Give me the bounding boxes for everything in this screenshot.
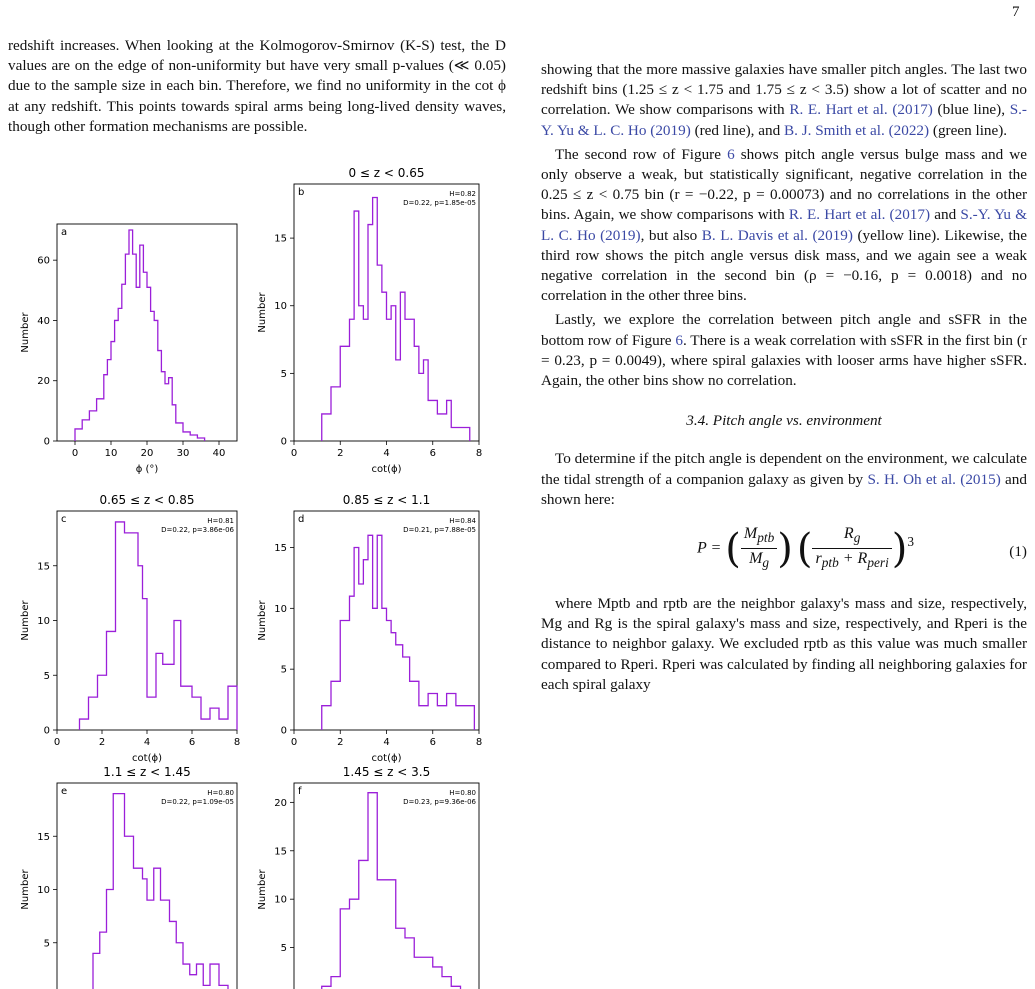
x-tick-label: 8 [233, 737, 241, 748]
x-axis-label: cot(ϕ) [371, 464, 402, 475]
y-tick-label: 0 [43, 436, 50, 448]
histogram-f [322, 793, 461, 989]
panel-letter: c [61, 514, 67, 525]
y-tick-label: 5 [280, 943, 287, 955]
x-tick-label: 10 [104, 448, 118, 459]
page-number: 7 [1012, 4, 1020, 20]
y-tick-label: 15 [274, 233, 287, 245]
x-tick-label: 4 [143, 737, 151, 748]
y-tick-label: 5 [280, 664, 287, 676]
y-tick-label: 10 [274, 301, 287, 313]
x-tick-label: 6 [429, 448, 436, 459]
y-axis-label: Number [20, 312, 31, 353]
paragraph-5: where Mptb and rptb are the neighbor galaxy's mass and size, respectively, Mg and Rg is the spiral galaxy's mass and size, respectively, and Rperi is the distance to neighbor galaxy. We excluded rptb as this value was much smaller compared to Rperi. Rperi was calculated by finding all neighboring galaxies for each spiral galaxy [541, 595, 1027, 693]
citation-link[interactable]: R. E. Hart et al. (2017) [789, 101, 933, 119]
citation-link[interactable]: S.-Y. Yu & L. C. Ho (2019) [541, 206, 1028, 244]
y-tick-label: 20 [37, 376, 50, 388]
y-tick-label: 10 [37, 616, 50, 627]
x-tick-label: 2 [337, 448, 344, 459]
axes-frame [294, 783, 479, 989]
paragraph-3: Lastly, we explore the correlation between pitch angle and sSFR in the bottom row of Figure 6. There is a weak correlation with sSFR in the first bin (r = 0.23, p = 0.0049), where spiral galaxies with looser arms have higher sSFR. Again, the other bins show no correlation. [541, 311, 1027, 390]
x-tick-label: 0 [290, 448, 298, 459]
axes-frame [57, 224, 237, 441]
x-tick-label: 4 [383, 737, 390, 748]
x-axis-label: cot(ϕ) [371, 753, 402, 764]
x-tick-label: 2 [337, 737, 344, 748]
x-tick-label: 6 [188, 737, 196, 748]
panel-title: 0 ≤ z < 0.65 [348, 166, 425, 180]
x-tick-label: 30 [176, 448, 190, 459]
y-tick-label: 15 [274, 543, 287, 554]
x-tick-label: 8 [475, 448, 483, 459]
paragraph-4: To determine if the pitch angle is dependent on the environment, we calculate the tidal strength of a companion galaxy as given by S. H. Oh et al. (2015) and shown here: [541, 450, 1027, 508]
y-tick-label: 15 [37, 831, 50, 843]
paragraph: redshift increases. When looking at the Kolmogorov-Smirnov (K-S) test, the D values are on the edge of non-uniformity but have very small p-values (≪ 0.05) due to the sample size in each bin. Therefore, we find no uniformity in the cot ϕ at any redshift. This points towards spiral arms being long-lived density waves, though other formation mechanisms are possible. [8, 37, 506, 135]
stats-annotation: D=0.22, p=1.85e-05 [403, 199, 476, 207]
y-tick-label: 5 [43, 670, 50, 682]
stats-annotation: D=0.22, p=3.86e-06 [161, 526, 234, 534]
figure-link[interactable]: 6 [675, 331, 683, 349]
y-axis-label: Number [20, 869, 31, 910]
panel-letter: b [298, 187, 305, 198]
x-tick-label: 0 [71, 448, 79, 459]
y-tick-label: 0 [280, 725, 287, 737]
stats-annotation: H=0.80 [449, 789, 476, 797]
stats-annotation: H=0.84 [449, 517, 476, 525]
citation-link[interactable]: S. H. Oh et al. (2015) [867, 470, 1001, 488]
x-tick-label: 0 [53, 737, 61, 748]
figure-link[interactable]: 6 [727, 145, 735, 163]
x-axis-label: ϕ (°) [135, 464, 159, 475]
x-tick-label: 0 [290, 737, 298, 748]
x-tick-label: 20 [140, 448, 154, 459]
section-heading: 3.4. Pitch angle vs. environment [686, 412, 882, 430]
histogram-c [80, 522, 238, 730]
paragraph-1: showing that the more massive galaxies have smaller pitch angles. The last two redshift bins (1.25 ≤ z < 1.75 and 1.75 ≤ z < 3.5) show a lot of scatter and no correlation. We show comparisons with R. E. Hart et al. (2017) (blue line), S.-Y. Yu & L. C. Ho (2019) (red line), and B. J. Smith et al. (2022) (green line). [541, 61, 1027, 139]
histogram-d [322, 535, 475, 730]
x-tick-label: 8 [475, 737, 483, 748]
panel-letter: d [298, 514, 305, 525]
y-tick-label: 15 [37, 561, 50, 573]
equation [541, 522, 1027, 584]
y-axis-label: Number [257, 292, 268, 333]
stats-annotation: H=0.81 [207, 517, 234, 525]
equation-number: (1) [1009, 543, 1027, 561]
histogram-b [322, 198, 470, 441]
citation-link[interactable]: B. J. Smith et al. (2022) [783, 121, 930, 139]
panel-letter: f [298, 786, 302, 797]
stats-annotation: H=0.80 [207, 789, 234, 797]
y-tick-label: 5 [280, 368, 287, 380]
y-tick-label: 15 [274, 846, 287, 858]
x-tick-label: 2 [98, 737, 106, 748]
panel-title: 0.85 ≤ z < 1.1 [342, 493, 431, 507]
y-tick-label: 10 [274, 894, 287, 906]
y-tick-label: 5 [43, 938, 50, 950]
y-tick-label: 0 [43, 725, 50, 737]
x-tick-label: 40 [212, 448, 226, 459]
paragraph-2: The second row of Figure 6 shows pitch angle versus bulge mass and we only observe a weak, but statistically significant, negative correlation in the 0.25 ≤ z < 0.75 bin (r = −0.22, p = 0.00073) and no correlations in the other bins. Again, we show comparisons with R. E. Hart et al. (2017) and S.-Y. Yu & L. C. Ho (2019), but also B. L. Davis et al. (2019) (yellow line). Likewise, the third row shows the pitch angle versus disk mass, and we again see a weak negative correlation in the second bin (ρ = −0.16, p = 0.0018) and no correlation in the other three bins. [541, 145, 1028, 305]
y-tick-label: 20 [274, 797, 287, 809]
y-tick-label: 10 [274, 603, 287, 615]
citation-link[interactable]: B. L. Davis et al. (2019) [701, 226, 853, 244]
x-tick-label: 6 [429, 737, 436, 748]
equation-body: P = ( $\frac{M_{ptb}}{M_g}$ ) ( $\frac{R_g}{r_{ptb} + R_{peri}}$ )$^3$ [697, 525, 915, 572]
citation-link[interactable]: R. E. Hart et al. (2017) [788, 206, 931, 224]
y-tick-label: 40 [37, 315, 50, 327]
y-tick-label: 0 [280, 436, 287, 448]
x-tick-label: 4 [383, 448, 390, 459]
y-axis-label: Number [20, 600, 31, 641]
citation-link[interactable]: S.-Y. Yu & L. C. Ho (2019) [541, 101, 1027, 139]
stats-annotation: D=0.23, p=9.36e-06 [403, 798, 476, 806]
y-axis-label: Number [257, 600, 268, 641]
panel-title: 1.45 ≤ z < 3.5 [342, 765, 431, 779]
right-column-text [541, 60, 1027, 695]
panel-letter: e [61, 786, 68, 797]
stats-annotation: H=0.82 [449, 190, 476, 198]
y-tick-label: 10 [37, 885, 50, 896]
stats-annotation: D=0.22, p=1.09e-05 [161, 798, 234, 806]
histogram-e [93, 794, 228, 989]
histogram-a [75, 230, 205, 441]
stats-annotation: D=0.21, p=7.88e-05 [403, 526, 476, 534]
x-axis-label: cot(ϕ) [132, 753, 162, 764]
panel-title: 0.65 ≤ z < 0.85 [99, 493, 195, 507]
y-axis-label: Number [257, 869, 268, 910]
panel-title: 1.1 ≤ z < 1.45 [103, 765, 191, 779]
y-tick-label: 60 [37, 255, 50, 267]
panel-letter: a [61, 227, 68, 238]
